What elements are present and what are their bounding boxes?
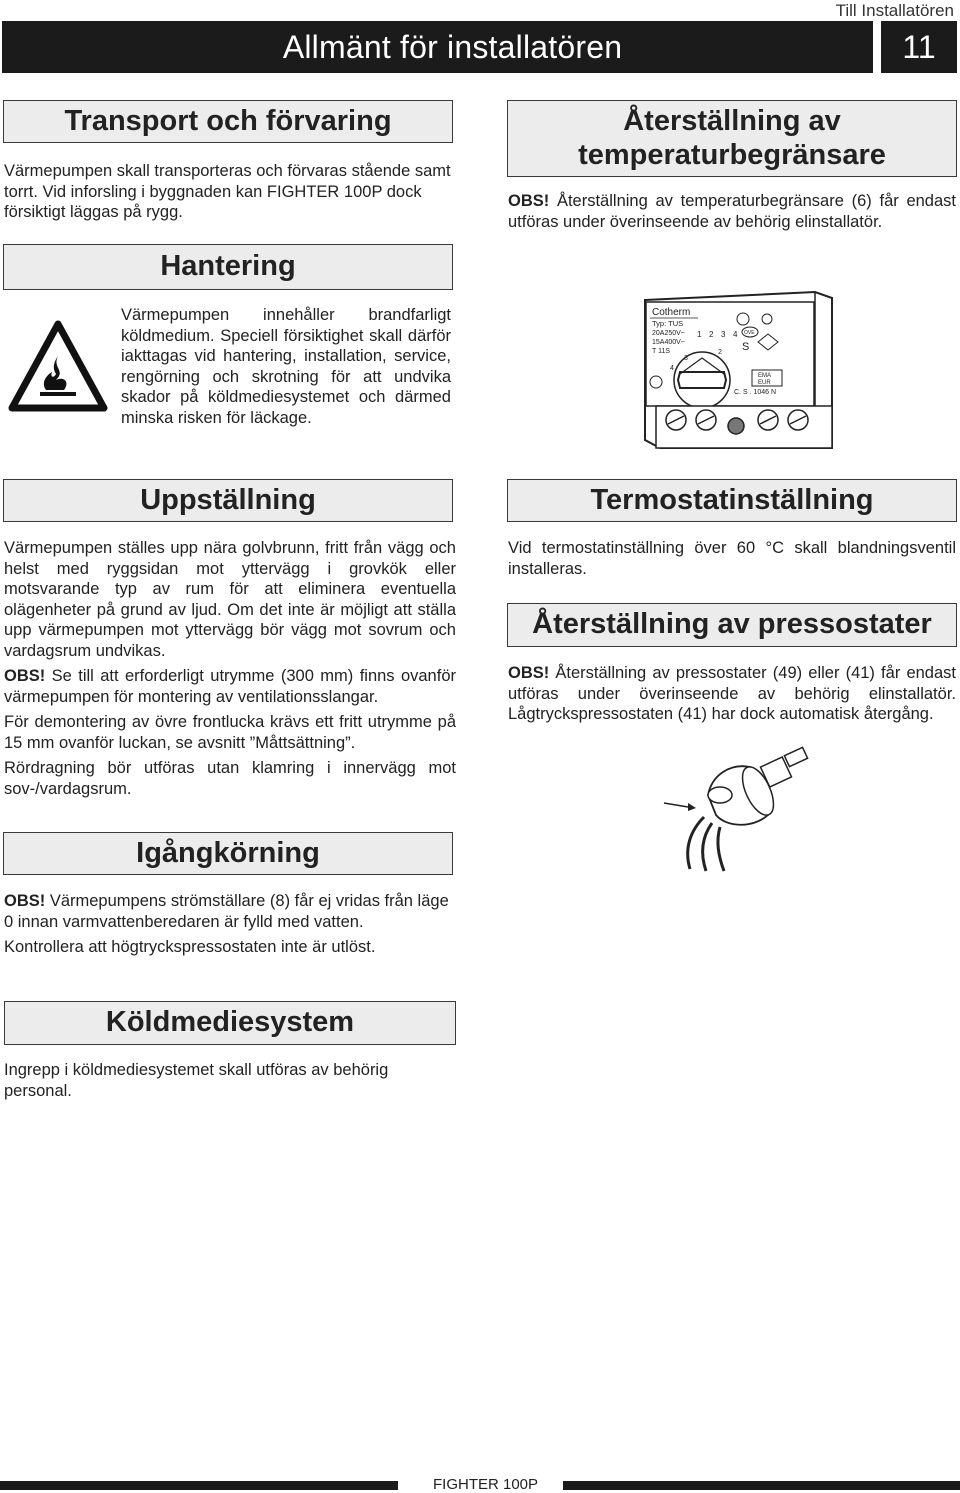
section-heading-pressostat: Återställning av pressostater [507,603,957,647]
svg-text:4: 4 [670,365,674,372]
section-heading-transport: Transport och förvaring [3,100,453,143]
thermostat-rating1: 20A250V~ [652,330,685,337]
footer-bar-left [0,1481,398,1490]
page-number: 11 [881,21,957,73]
svg-text:3: 3 [684,355,688,362]
pressostat-text-body: Återställning av pressostater (49) eller (41) får endast utföras under överinseende av behörig elinstallatör. Lågtryckspressostaten (41) har dock automatisk återgång. [508,664,956,723]
igangkorning-p2: Kontrollera att högtryckspressostaten inte är utlöst. [4,938,376,956]
obs-label: OBS! [4,667,46,685]
section-heading-uppstallning: Uppställning [3,479,453,522]
section-heading-hantering: Hantering [3,244,453,290]
terminal-2: 2 [709,330,714,339]
pressostat-sensor-icon [660,745,820,875]
thermostat-model: T 11S [652,348,671,355]
thermostat-ove: OVE [744,330,755,336]
uppstallning-p3: För demontering av övre frontlucka krävs ett fritt utrymme på 15 mm ovanför luckan, se avsnitt ”Måttsättning”. [4,713,456,752]
igangkorning-p1-text: Värmepumpens strömställare (8) får ej vridas från läge 0 innan varmvattenberedaren är fylld med vatten. [4,892,449,931]
uppstallning-p4: Rördragning bör utföras utan klamring i innervägg mot sov-/vardagsrum. [4,759,456,798]
transport-text: Värmepumpen skall transporteras och förvaras stående samt torrt. Vid inforsling i byggnaden kan FIGHTER 100P dock försiktigt läggas på rygg. [4,162,451,221]
uppstallning-p2 [4,666,456,707]
uppstallning-body [4,538,456,804]
thermostat-typ: Typ: TUS [652,319,684,328]
footer-label: FIGHTER 100P [433,1476,539,1493]
thermostat-eur: EUR [758,380,771,386]
thermostat-rating2: 15A400V~ [652,339,685,346]
section-heading-koldmedie: Köldmediesystem [4,1001,456,1045]
page-title: Allmänt för installatören [282,28,623,65]
igangkorning-p1 [4,891,456,932]
thermostat-cs: C. S . 1046 N [734,389,777,396]
obs-label: OBS! [508,664,550,682]
section-heading-termostat: Termostatinställning [507,479,957,522]
uppstallning-p2-text: Se till att erforderligt utrymme (300 mm) finns ovanför värmepumpen för montering av ventilationsslangar. [4,667,456,706]
obs-label: OBS! [4,892,46,910]
pressostat-text [508,663,956,725]
section-heading-aterstallning-temp: Återställning av temperaturbegränsare [507,100,957,177]
top-label: Till Installatören [835,1,954,20]
thermostat-brand: Cotherm [652,307,691,318]
igangkorning-body [4,891,456,963]
page-header-bar [2,21,873,73]
aterstallning-temp-text-body: Återställning av temperaturbegränsare (6) får endast utföras under överinseende av behörig elinstallatör. [508,192,956,231]
aterstallning-temp-text [508,191,956,232]
terminal-1: 1 [697,330,702,339]
terminal-4: 4 [733,330,738,339]
koldmedie-text: Ingrepp i köldmediesystemet skall utföras av behörig personal. [4,1061,389,1100]
obs-label: OBS! [508,192,550,210]
terminal-3: 3 [721,330,726,339]
hantering-text: Värmepumpen innehåller brandfarligt köldmedium. Speciell försiktighet skall därför iakttagas vid hantering, installation, service, rengörning och skrotning för att undvika skador på köldmediesystemet och därmed minska risken för läckage. [121,306,451,427]
thermostat-illustration [640,288,840,453]
thermostat-ema: EMA [758,373,772,379]
section-heading-igangkorning: Igångkörning [3,832,453,875]
flammable-warning-icon [8,318,108,414]
termostat-text: Vid termostatinställning över 60 °C skall blandningsventil installeras. [508,539,956,578]
uppstallning-p1: Värmepumpen ställes upp nära golvbrunn, fritt från vägg och helst med ryggsidan mot yttervägg i grovkök eller motsvarande typ av rum för att eliminera eventuella olägenheter på grund av ljud. Om det inte är möjligt att ställa upp värmepumpen mot yttervägg bör vägg mot sovrum och vardagsrum undvikas. [4,539,456,660]
footer-bar-right [563,1481,960,1490]
svg-text:2: 2 [718,349,722,356]
thermostat-s: S [742,341,750,353]
